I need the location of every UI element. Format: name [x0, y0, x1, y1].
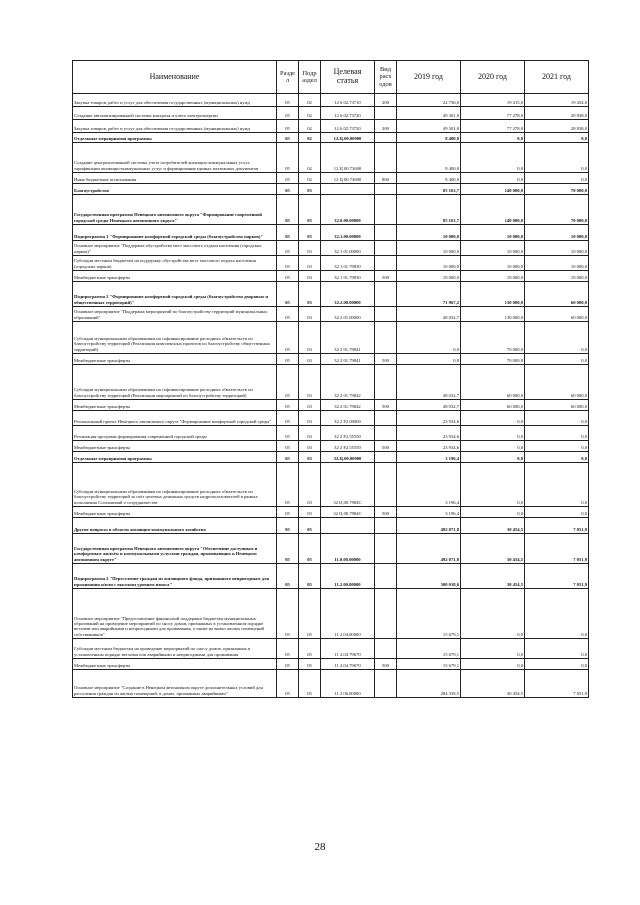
- row-2021-cell: 0,0: [525, 441, 589, 452]
- row-razdel-cell: 05: [277, 107, 299, 120]
- row-vid-cell: [375, 365, 397, 400]
- row-vid-cell: [375, 256, 397, 271]
- row-razdel-cell: 05: [277, 400, 299, 411]
- row-vid-cell: [375, 589, 397, 639]
- row-2020-cell: 0,0: [461, 507, 525, 518]
- row-2019-cell: 3 196,4: [397, 452, 461, 463]
- row-vid-cell: [375, 184, 397, 195]
- row-2021-cell: 0,0: [525, 411, 589, 426]
- row-podrazdel-cell: 05: [299, 659, 321, 670]
- row-name-cell: Государственная программа Ненецкого автономного округа "Обеспечение доступным и комфортным жильём и коммунальными услугами граждан, проживающих в Ненецком автономном округе": [73, 534, 277, 564]
- row-2020-cell: 30 454,5: [461, 534, 525, 564]
- header-2021: 2021 год: [525, 61, 589, 94]
- row-2019-cell: 85 163,7: [397, 184, 461, 195]
- row-razdel-cell: 05: [277, 94, 299, 107]
- row-target-cell: 11 2 06.00000: [321, 670, 375, 698]
- row-2019-cell: 15 679,1: [397, 639, 461, 659]
- row-razdel-cell: 05: [277, 365, 299, 400]
- table-row: [73, 195, 589, 225]
- table-row: [73, 452, 589, 463]
- row-target-cell: 32 1 01.79830: [321, 271, 375, 282]
- row-podrazdel-cell: 03: [299, 426, 321, 441]
- row-podrazdel-cell: 03: [299, 463, 321, 507]
- row-name-cell: Государственная программа Ненецкого автономного округа "Формирование современной городской среды Ненецкого автономного округа": [73, 195, 277, 225]
- row-podrazdel-cell: 03: [299, 452, 321, 463]
- row-target-cell: 11.0.00.00000: [321, 534, 375, 564]
- row-name-cell: Реализация программ формирования современной городской среды: [73, 426, 277, 441]
- row-target-cell: 12.Ц.00.00000: [321, 133, 375, 143]
- header-name: Наименование: [73, 61, 277, 94]
- row-vid-cell: [375, 322, 397, 354]
- budget-table: [72, 60, 589, 698]
- row-2021-cell: 10 000,0: [525, 256, 589, 271]
- row-2020-cell: 0,0: [461, 659, 525, 670]
- row-name-cell: Основное мероприятие "Предоставление финансовой поддержки бюджетам муниципальных образований на проведение мероприятий по сносу домов, признанных в установленном порядке ветхими или аварийными и непригодными для проживания, а также на вывоз жилых помещений собственников": [73, 589, 277, 639]
- row-2020-cell: 60 000,0: [461, 400, 525, 411]
- row-podrazdel-cell: 05: [299, 518, 321, 534]
- row-2019-cell: 22 736,0: [397, 94, 461, 107]
- row-vid-cell: 800: [375, 173, 397, 184]
- table-row: [73, 564, 589, 589]
- row-name-cell: Основное мероприятие "Поддержка мероприятий по благоустройству территорий муниципальных образований": [73, 307, 277, 322]
- row-2021-cell: 7 051,9: [525, 670, 589, 698]
- row-2021-cell: 60 000,0: [525, 282, 589, 307]
- row-vid-cell: [375, 411, 397, 426]
- row-podrazdel-cell: 05: [299, 564, 321, 589]
- row-2020-cell: 10 000,0: [461, 225, 525, 241]
- row-vid-cell: 500: [375, 271, 397, 282]
- row-name-cell: Благоустройство: [73, 184, 277, 195]
- row-2019-cell: 8 400,0: [397, 143, 461, 173]
- row-2020-cell: 10 000,0: [461, 271, 525, 282]
- row-name-cell: Закупка товаров, работ и услуг для обеспечения государственных (муниципальных) нужд: [73, 94, 277, 107]
- row-2019-cell: 48 032,7: [397, 400, 461, 411]
- row-2021-cell: 0,0: [525, 463, 589, 507]
- row-vid-cell: [375, 426, 397, 441]
- row-razdel-cell: 05: [277, 426, 299, 441]
- row-name-cell: Субсидии муниципальным образованиям на софинансирование расходных обязательств по благоустройству территорий за счёт целевых денежных средств недропользователей в рамках исполнения Соглашений о сотрудничестве: [73, 463, 277, 507]
- row-podrazdel-cell: 03: [299, 400, 321, 411]
- row-2021-cell: 0,0: [525, 659, 589, 670]
- row-2020-cell: 60 000,0: [461, 365, 525, 400]
- table-row: [73, 400, 589, 411]
- row-podrazdel-cell: 02: [299, 120, 321, 133]
- row-2021-cell: 70 000,0: [525, 184, 589, 195]
- row-target-cell: 32 1.01.79830: [321, 256, 375, 271]
- row-razdel-cell: 05: [277, 354, 299, 365]
- row-vid-cell: [375, 282, 397, 307]
- header-razdel: Разде л: [277, 61, 299, 94]
- row-razdel-cell: 05: [277, 507, 299, 518]
- table-row: [73, 426, 589, 441]
- row-razdel-cell: 05: [277, 564, 299, 589]
- row-2019-cell: 300 018,6: [397, 564, 461, 589]
- row-target-cell: 32 Ц.00.7984С: [321, 463, 375, 507]
- table-row: [73, 639, 589, 659]
- row-name-cell: Субсидии муниципальным образованиям на софинансирование расходных обязательств по благоустройству территорий (Реализация комплексных проектов по благоустройству общественных территорий): [73, 322, 277, 354]
- row-vid-cell: [375, 107, 397, 120]
- row-2020-cell: 0,0: [461, 426, 525, 441]
- row-razdel-cell: 05: [277, 659, 299, 670]
- table-row: [73, 120, 589, 133]
- row-name-cell: Отдельные мероприятия программы: [73, 133, 277, 143]
- row-vid-cell: [375, 241, 397, 256]
- row-vid-cell: 200: [375, 120, 397, 133]
- row-2020-cell: 0,0: [461, 133, 525, 143]
- row-podrazdel-cell: 03: [299, 307, 321, 322]
- table-body: [73, 94, 589, 698]
- row-vid-cell: [375, 670, 397, 698]
- row-target-cell: 12 6 02.73720: [321, 107, 375, 120]
- table-header-row: [73, 61, 589, 94]
- row-name-cell: Другие вопросы в области жилищно-коммунального хозяйства: [73, 518, 277, 534]
- row-2019-cell: 23 934,6: [397, 426, 461, 441]
- row-podrazdel-cell: 03: [299, 411, 321, 426]
- row-target-cell: 32 2 F2.55550: [321, 441, 375, 452]
- row-2020-cell: 130 000,0: [461, 282, 525, 307]
- row-target-cell: 11 2.04.00000: [321, 589, 375, 639]
- row-2021-cell: 70 000,0: [525, 195, 589, 225]
- row-2021-cell: 7 051,9: [525, 534, 589, 564]
- row-name-cell: Межбюджетные трансферты: [73, 659, 277, 670]
- row-2021-cell: 60 000,0: [525, 307, 589, 322]
- row-podrazdel-cell: 03: [299, 441, 321, 452]
- row-target-cell: [321, 184, 375, 195]
- row-2019-cell: 49 301,0: [397, 107, 461, 120]
- page-number: 28: [314, 841, 326, 853]
- row-vid-cell: [375, 225, 397, 241]
- row-name-cell: Субсидии муниципальным образованиям на софинансирование расходных обязательств по благоустройству территорий (Реализация мероприятий по благоустройству территорий): [73, 365, 277, 400]
- row-2019-cell: 71 967,2: [397, 282, 461, 307]
- table-row: [73, 670, 589, 698]
- row-2020-cell: 70 000,0: [461, 322, 525, 354]
- row-vid-cell: 500: [375, 507, 397, 518]
- row-target-cell: 32.1.00.00000: [321, 225, 375, 241]
- row-2021-cell: 0,0: [525, 452, 589, 463]
- row-podrazdel-cell: 02: [299, 133, 321, 143]
- row-name-cell: Межбюджетные трансферты: [73, 271, 277, 282]
- table-row: [73, 441, 589, 452]
- row-razdel-cell: 05: [277, 452, 299, 463]
- row-podrazdel-cell: 03: [299, 507, 321, 518]
- row-vid-cell: 200: [375, 94, 397, 107]
- row-podrazdel-cell: 03: [299, 322, 321, 354]
- table-row: [73, 659, 589, 670]
- row-name-cell: Региональный проект Ненецкого автономного округа "Формирование комфортной городской среды": [73, 411, 277, 426]
- row-vid-cell: 500: [375, 441, 397, 452]
- row-name-cell: Подпрограмма 2 "Переселение граждан из жилищного фонда, признанного непригодным для проживания и/или с высоким уровнем износа": [73, 564, 277, 589]
- row-target-cell: 32 Ц.00.7984С: [321, 507, 375, 518]
- row-razdel-cell: 05: [277, 143, 299, 173]
- row-name-cell: Межбюджетные трансферты: [73, 441, 277, 452]
- row-target-cell: 32 2 01.79842: [321, 400, 375, 411]
- table-row: [73, 256, 589, 271]
- row-2021-cell: 10 000,0: [525, 271, 589, 282]
- row-razdel-cell: 05: [277, 173, 299, 184]
- table-row: [73, 173, 589, 184]
- budget-table-sheet: [72, 60, 588, 698]
- row-razdel-cell: 05: [277, 670, 299, 698]
- row-2021-cell: 0,0: [525, 173, 589, 184]
- row-target-cell: 12 6 02.73710: [321, 94, 375, 107]
- row-target-cell: 32 2 01.79841: [321, 354, 375, 365]
- row-razdel-cell: 05: [277, 225, 299, 241]
- row-2019-cell: 492 071,8: [397, 518, 461, 534]
- row-2021-cell: 0,0: [525, 354, 589, 365]
- row-name-cell: Межбюджетные трансферты: [73, 354, 277, 365]
- row-2020-cell: 0,0: [461, 411, 525, 426]
- row-2019-cell: 10 000,0: [397, 241, 461, 256]
- table-row: [73, 307, 589, 322]
- row-2019-cell: 85 163,7: [397, 195, 461, 225]
- row-2020-cell: 0,0: [461, 143, 525, 173]
- row-2019-cell: 8 400,0: [397, 133, 461, 143]
- row-2021-cell: 10 000,0: [525, 241, 589, 256]
- row-2021-cell: 10 000,0: [525, 225, 589, 241]
- row-2019-cell: 15 679,1: [397, 659, 461, 670]
- table-row: [73, 143, 589, 173]
- row-razdel-cell: 05: [277, 282, 299, 307]
- row-2020-cell: 70 000,0: [461, 354, 525, 365]
- row-podrazdel-cell: 03: [299, 225, 321, 241]
- row-name-cell: Закупка товаров, работ и услуг для обеспечения государственных (муниципальных) нужд: [73, 120, 277, 133]
- row-2021-cell: 0,0: [525, 589, 589, 639]
- row-2019-cell: 23 934,6: [397, 441, 461, 452]
- row-2019-cell: 0,0: [397, 322, 461, 354]
- row-2020-cell: 19 415,0: [461, 94, 525, 107]
- row-name-cell: Подпрограмма 2 "Формирование комфортной городской среды (благоустройство дворовых и общественных территорий)": [73, 282, 277, 307]
- row-target-cell: 12 Ц 00.73690: [321, 173, 375, 184]
- row-name-cell: Создание централизованной системы учета потребителей жилищно-коммунальных услуг, тарификации жилищно-коммунальных услуг и формирования единых платежных документов: [73, 143, 277, 173]
- row-2019-cell: 284 339,5: [397, 670, 461, 698]
- row-razdel-cell: 05: [277, 195, 299, 225]
- row-podrazdel-cell: 02: [299, 173, 321, 184]
- row-2021-cell: 60 000,0: [525, 365, 589, 400]
- row-2020-cell: 0,0: [461, 452, 525, 463]
- row-2019-cell: 48 032,7: [397, 365, 461, 400]
- row-2020-cell: 10 000,0: [461, 241, 525, 256]
- row-name-cell: Межбюджетные трансферты: [73, 400, 277, 411]
- row-2021-cell: 0,0: [525, 426, 589, 441]
- row-vid-cell: [375, 639, 397, 659]
- row-2020-cell: 10 000,0: [461, 256, 525, 271]
- row-vid-cell: 500: [375, 400, 397, 411]
- row-name-cell: Основное мероприятие "Поддержка обустройства мест массового отдыха населения (городских парков)": [73, 241, 277, 256]
- row-target-cell: 12 6 02.73720: [321, 120, 375, 133]
- row-target-cell: 32 1.01.00000: [321, 241, 375, 256]
- row-2020-cell: 0,0: [461, 441, 525, 452]
- row-target-cell: 12 Ц 00.73690: [321, 143, 375, 173]
- table-row: [73, 589, 589, 639]
- row-name-cell: Подпрограмма 1 "Формирование комфортной городской среды (благоустройство парков)": [73, 225, 277, 241]
- table-row: [73, 507, 589, 518]
- row-target-cell: 32.Ц.00.00000: [321, 452, 375, 463]
- row-podrazdel-cell: 03: [299, 354, 321, 365]
- row-vid-cell: [375, 307, 397, 322]
- table-row: [73, 354, 589, 365]
- row-2020-cell: 77 278,0: [461, 107, 525, 120]
- row-2021-cell: 60 000,0: [525, 400, 589, 411]
- row-2019-cell: 49 301,0: [397, 120, 461, 133]
- row-2019-cell: 48 032,7: [397, 307, 461, 322]
- row-razdel-cell: 05: [277, 271, 299, 282]
- row-2021-cell: 0,0: [525, 133, 589, 143]
- row-podrazdel-cell: 05: [299, 670, 321, 698]
- row-target-cell: 32 2 01.79841: [321, 322, 375, 354]
- row-2021-cell: 0,0: [525, 143, 589, 173]
- row-podrazdel-cell: 03: [299, 271, 321, 282]
- row-name-cell: Основное мероприятие "Создание в Ненецком автономном округе дополнительных условий для расселения граждан из жилых помещений, в домах, признанных аварийными": [73, 670, 277, 698]
- row-razdel-cell: 05: [277, 534, 299, 564]
- row-2019-cell: 8 400,0: [397, 173, 461, 184]
- row-name-cell: Создание автоматизированной системы контроля и учета электроэнергии: [73, 107, 277, 120]
- table-row: [73, 107, 589, 120]
- row-target-cell: [321, 518, 375, 534]
- row-2021-cell: 0,0: [525, 507, 589, 518]
- row-2019-cell: 492 071,8: [397, 534, 461, 564]
- row-podrazdel-cell: 03: [299, 282, 321, 307]
- row-podrazdel-cell: 05: [299, 534, 321, 564]
- row-name-cell: Иные бюджетные ассигнования: [73, 173, 277, 184]
- header-target: Целевая статья: [321, 61, 375, 94]
- header-2019: 2019 год: [397, 61, 461, 94]
- table-row: [73, 411, 589, 426]
- table-row: [73, 534, 589, 564]
- row-2019-cell: 3 196,4: [397, 463, 461, 507]
- row-razdel-cell: 05: [277, 589, 299, 639]
- row-2020-cell: 0,0: [461, 463, 525, 507]
- header-vid: Вид расх одов: [375, 61, 397, 94]
- row-podrazdel-cell: 05: [299, 589, 321, 639]
- row-name-cell: Межбюджетные трансферты: [73, 507, 277, 518]
- row-podrazdel-cell: 03: [299, 241, 321, 256]
- row-2019-cell: 10 000,0: [397, 225, 461, 241]
- row-2020-cell: 0,0: [461, 589, 525, 639]
- table-row: [73, 271, 589, 282]
- row-vid-cell: [375, 534, 397, 564]
- row-podrazdel-cell: 02: [299, 107, 321, 120]
- table-row: [73, 225, 589, 241]
- row-razdel-cell: 05: [277, 518, 299, 534]
- row-target-cell: 32 2 F2.55550: [321, 426, 375, 441]
- row-2019-cell: 23 934,6: [397, 411, 461, 426]
- row-razdel-cell: 05: [277, 133, 299, 143]
- row-2021-cell: 0,0: [525, 322, 589, 354]
- table-row: [73, 241, 589, 256]
- row-vid-cell: [375, 463, 397, 507]
- row-razdel-cell: 05: [277, 307, 299, 322]
- row-razdel-cell: 05: [277, 322, 299, 354]
- row-razdel-cell: 05: [277, 411, 299, 426]
- row-vid-cell: 500: [375, 659, 397, 670]
- row-2021-cell: 28 838,0: [525, 107, 589, 120]
- row-podrazdel-cell: 03: [299, 365, 321, 400]
- row-2021-cell: 0,0: [525, 639, 589, 659]
- row-name-cell: Отдельные мероприятия программы: [73, 452, 277, 463]
- row-podrazdel-cell: 02: [299, 94, 321, 107]
- row-2020-cell: 77 278,0: [461, 120, 525, 133]
- row-podrazdel-cell: 02: [299, 143, 321, 173]
- row-target-cell: 32 2 F2 00000: [321, 411, 375, 426]
- row-razdel-cell: 05: [277, 441, 299, 452]
- row-vid-cell: [375, 452, 397, 463]
- row-podrazdel-cell: 05: [299, 639, 321, 659]
- row-target-cell: 32.2.00.00000: [321, 282, 375, 307]
- row-target-cell: 11 2.04 79670: [321, 639, 375, 659]
- row-2019-cell: 0,0: [397, 354, 461, 365]
- table-row: [73, 322, 589, 354]
- row-2020-cell: 30 454,5: [461, 564, 525, 589]
- row-2020-cell: 140 000,0: [461, 195, 525, 225]
- table-row: [73, 184, 589, 195]
- row-target-cell: 32 2 01.79842: [321, 365, 375, 400]
- row-razdel-cell: 05: [277, 463, 299, 507]
- row-target-cell: 32.0.00.00000: [321, 195, 375, 225]
- row-2020-cell: 0,0: [461, 639, 525, 659]
- header-podrazdel: Подр аздел: [299, 61, 321, 94]
- row-2019-cell: 15 679,1: [397, 589, 461, 639]
- row-2020-cell: 130 000,0: [461, 307, 525, 322]
- row-2020-cell: 30 454,5: [461, 670, 525, 698]
- row-name-cell: Субсидии местным бюджетам на поддержку обустройства мест массового отдыха населения (городских парков): [73, 256, 277, 271]
- row-target-cell: 32 2.01.00000: [321, 307, 375, 322]
- row-razdel-cell: 05: [277, 241, 299, 256]
- row-podrazdel-cell: 03: [299, 184, 321, 195]
- row-target-cell: 11.2.00.00000: [321, 564, 375, 589]
- row-vid-cell: [375, 133, 397, 143]
- row-2021-cell: 7 051,9: [525, 564, 589, 589]
- row-podrazdel-cell: 03: [299, 256, 321, 271]
- table-row: [73, 94, 589, 107]
- table-row: [73, 518, 589, 534]
- row-2021-cell: 28 838,0: [525, 120, 589, 133]
- table-row: [73, 365, 589, 400]
- row-razdel-cell: 05: [277, 184, 299, 195]
- row-vid-cell: 500: [375, 354, 397, 365]
- row-vid-cell: [375, 518, 397, 534]
- row-2019-cell: 10 000,0: [397, 256, 461, 271]
- row-razdel-cell: 05: [277, 120, 299, 133]
- table-row: [73, 133, 589, 143]
- header-2020: 2020 год: [461, 61, 525, 94]
- row-razdel-cell: 05: [277, 256, 299, 271]
- row-podrazdel-cell: 03: [299, 195, 321, 225]
- table-row: [73, 282, 589, 307]
- row-2021-cell: 19 454,0: [525, 94, 589, 107]
- row-2020-cell: 30 454,5: [461, 518, 525, 534]
- row-razdel-cell: 05: [277, 639, 299, 659]
- table-row: [73, 463, 589, 507]
- row-vid-cell: [375, 143, 397, 173]
- row-2019-cell: 3 196,4: [397, 507, 461, 518]
- row-2019-cell: 10 000,0: [397, 271, 461, 282]
- row-2020-cell: 140 000,0: [461, 184, 525, 195]
- row-2020-cell: 0,0: [461, 173, 525, 184]
- row-target-cell: 11 2.04.79670: [321, 659, 375, 670]
- row-vid-cell: [375, 195, 397, 225]
- row-vid-cell: [375, 564, 397, 589]
- row-2021-cell: 7 051,9: [525, 518, 589, 534]
- row-name-cell: Субсидии местным бюджетам на проведение мероприятий по сносу домов, признанных в установленном порядке ветхими или аварийными и непригодными для проживания: [73, 639, 277, 659]
